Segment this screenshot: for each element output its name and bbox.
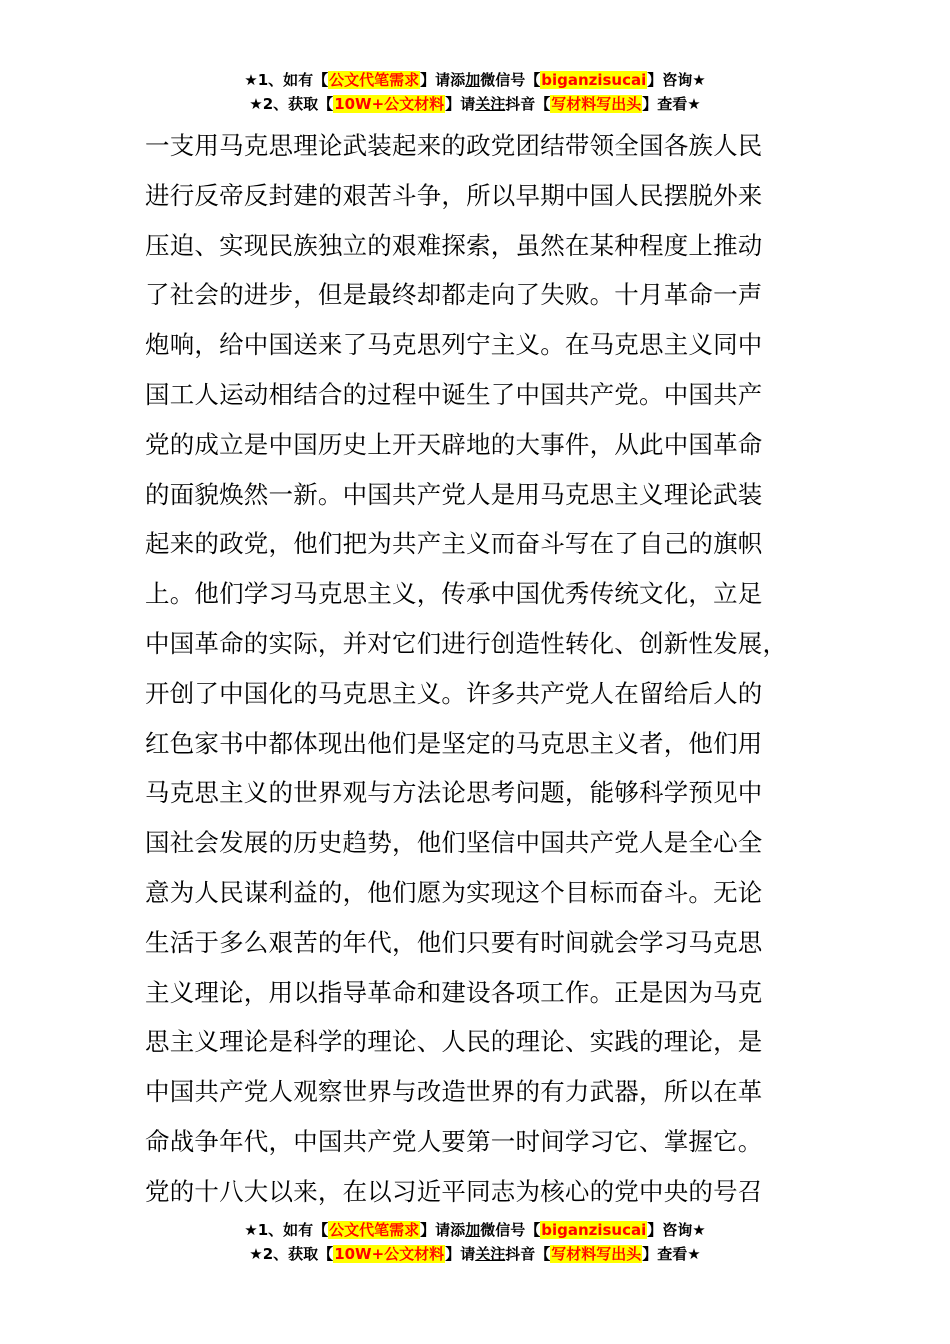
banner-text: 抖音【 — [505, 1245, 551, 1263]
body-line: 起来的政党，他们把为共产主义而奋斗写在了自己的旗帜 — [145, 529, 763, 559]
banner-text: ★2、获取【 — [249, 95, 334, 113]
banner-text: ★1、如有【 — [244, 71, 329, 89]
body-line: 命战争年代，中国共产党人要第一时间学习它、掌握它。 — [145, 1126, 763, 1156]
banner-text: 微信号【 — [480, 1221, 541, 1239]
banner-text: 】请 — [445, 1245, 476, 1263]
banner-text: 】请 — [445, 95, 476, 113]
highlight-service: 公文代笔需求 — [329, 71, 420, 89]
banner-text: 微信号【 — [480, 71, 541, 89]
body-line: 上。他们学习马克思主义，传承中国优秀传统文化，立足 — [145, 579, 763, 609]
body-line: 思主义理论是科学的理论、人民的理论、实践的理论，是 — [145, 1027, 763, 1057]
banner-text: 】咨询★ — [647, 71, 706, 89]
banner-text: ★2、获取【 — [249, 1245, 334, 1263]
document-body — [145, 121, 815, 1217]
highlight-service: 公文代笔需求 — [329, 1221, 420, 1239]
banner-line-2 — [0, 92, 950, 116]
body-line: 国工人运动相结合的过程中诞生了中国共产党。中国共产 — [145, 379, 763, 409]
highlight-wechat-id: biganzisucai — [541, 71, 647, 89]
highlight-materials: 10W+公文材料 — [334, 1245, 445, 1263]
body-line: 一支用马克思理论武装起来的政党团结带领全国各族人民 — [145, 131, 763, 160]
body-line: 进行反帝反封建的艰苦斗争，所以早期中国人民摆脱外来 — [145, 180, 763, 210]
body-line: 党的十八大以来，在以习近平同志为核心的党中央的号召 — [145, 1176, 763, 1206]
banner-text: 】咨询★ — [647, 1221, 706, 1239]
banner-underlined-text: 关注 — [475, 1245, 506, 1263]
body-line: 红色家书中都体现出他们是坚定的马克思主义者，他们用 — [145, 728, 763, 758]
body-line: 生活于多么艰苦的年代，他们只要有时间就会学习马克思 — [145, 927, 763, 957]
body-line: 中国革命的实际，并对它们进行创造性转化、创新性发展， — [145, 628, 788, 658]
header-banner — [0, 68, 950, 116]
banner-underlined-text: 关注 — [475, 95, 506, 113]
banner-text: 】查看★ — [642, 95, 701, 113]
banner-line-1 — [0, 1218, 950, 1242]
body-line: 的面貌焕然一新。中国共产党人是用马克思主义理论武装 — [145, 479, 763, 509]
highlight-materials: 10W+公文材料 — [334, 95, 445, 113]
body-line: 国社会发展的历史趋势，他们坚信中国共产党人是全心全 — [145, 828, 763, 858]
banner-underlined-text: 加 — [465, 71, 481, 89]
body-line: 意为人民谋利益的，他们愿为实现这个目标而奋斗。无论 — [145, 877, 763, 907]
body-line: 了社会的进步，但是最终却都走向了失败。十月革命一声 — [145, 280, 763, 310]
body-line: 开创了中国化的马克思主义。许多共产党人在留给后人的 — [145, 678, 763, 708]
banner-text: 】请添 — [420, 1221, 466, 1239]
banner-text: 】查看★ — [642, 1245, 701, 1263]
body-line: 马克思主义的世界观与方法论思考问题，能够科学预见中 — [145, 778, 763, 808]
body-line: 压迫、实现民族独立的艰难探索，虽然在某种程度上推动 — [145, 230, 763, 260]
banner-line-1 — [0, 68, 950, 92]
highlight-douyin-account: 写材料写出头 — [551, 95, 642, 113]
highlight-wechat-id: biganzisucai — [541, 1221, 647, 1239]
banner-underlined-text: 加 — [465, 1221, 481, 1239]
body-line: 党的成立是中国历史上开天辟地的大事件，从此中国革命 — [145, 429, 763, 459]
body-line: 中国共产党人观察世界与改造世界的有力武器，所以在革 — [145, 1077, 763, 1107]
footer-banner — [0, 1218, 950, 1266]
banner-text: ★1、如有【 — [244, 1221, 329, 1239]
highlight-douyin-account: 写材料写出头 — [551, 1245, 642, 1263]
banner-text: 】请添 — [420, 71, 466, 89]
banner-line-2 — [0, 1242, 950, 1266]
banner-text: 抖音【 — [505, 95, 551, 113]
body-line: 炮响，给中国送来了马克思列宁主义。在马克思主义同中 — [145, 330, 763, 360]
body-line: 主义理论，用以指导革命和建设各项工作。正是因为马克 — [145, 977, 763, 1007]
